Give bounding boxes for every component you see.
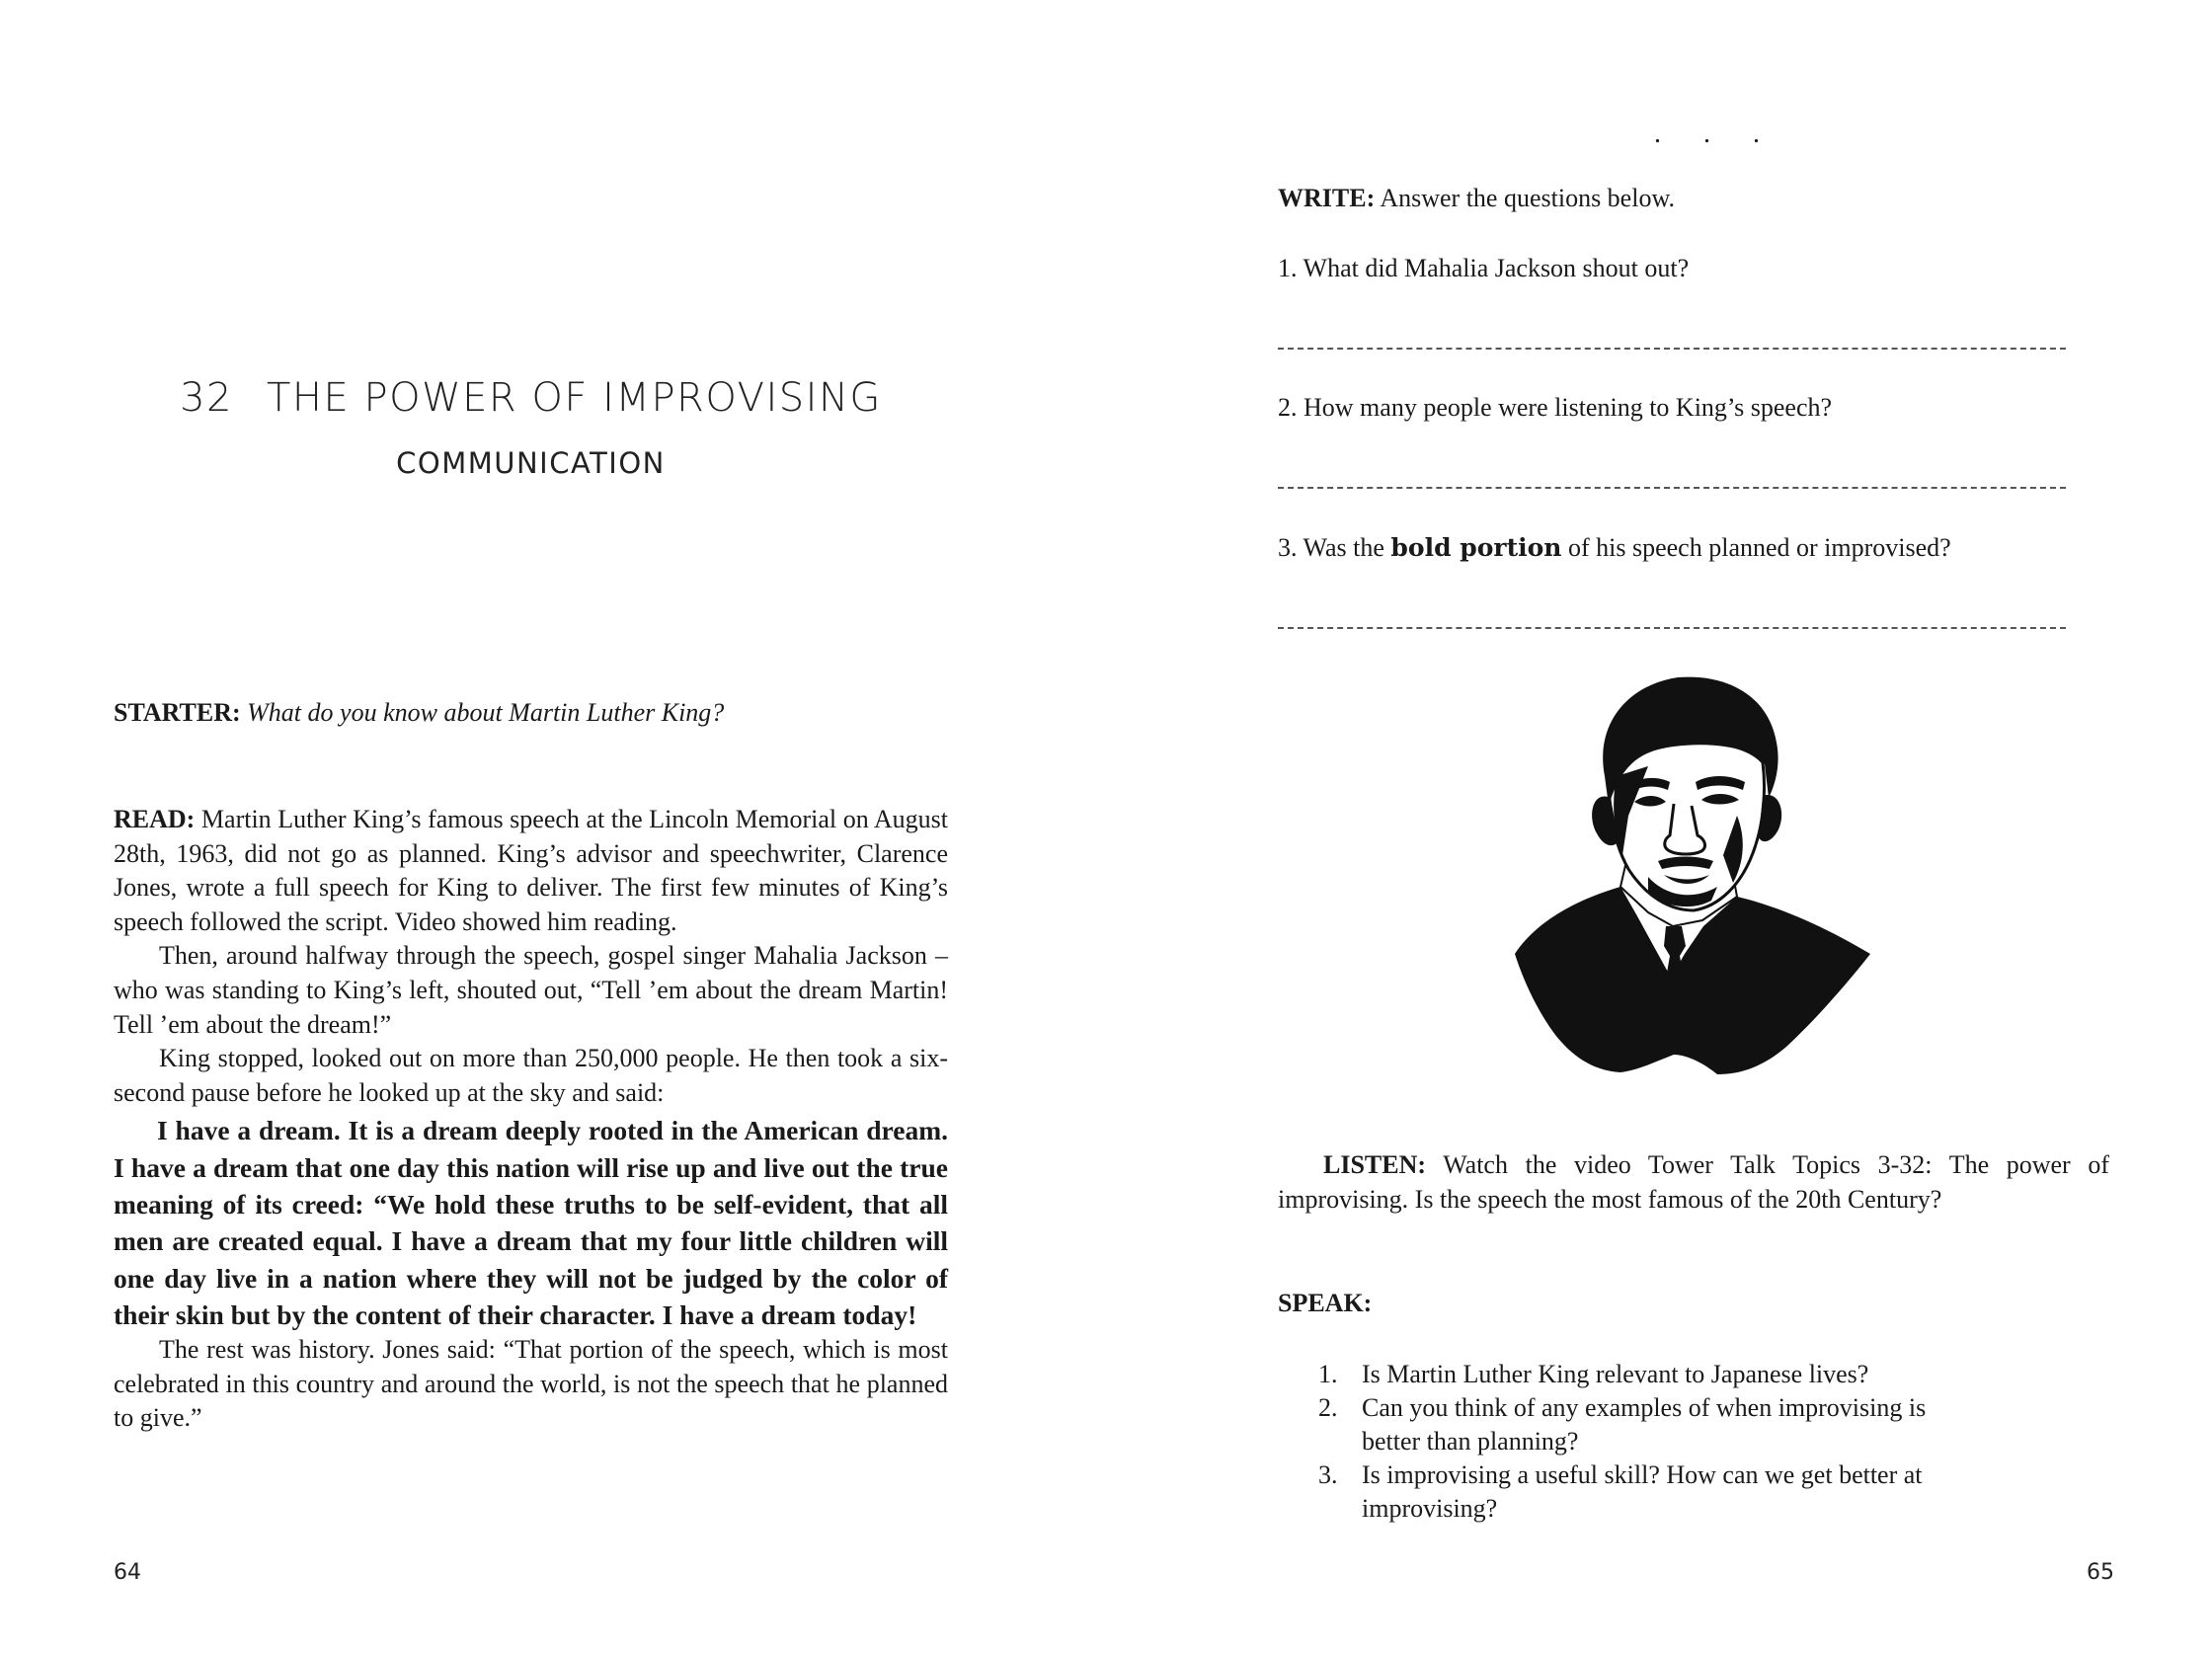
- write-instruction-text: Answer the questions below.: [1380, 184, 1676, 212]
- starter-label: STARTER:: [114, 698, 241, 727]
- write-instruction: [1278, 182, 1675, 215]
- answer-line-3[interactable]: [1278, 627, 2066, 629]
- starter-question: What do you know about Martin Luther King?: [247, 698, 725, 727]
- chapter-title: [0, 375, 1062, 421]
- question-3-start: 3. Was the: [1278, 533, 1391, 562]
- chapter-subtitle: COMMUNICATION: [396, 446, 666, 480]
- page-number-right: 65: [2087, 1560, 2114, 1585]
- read-paragraph-1-text: Martin Luther King’s famous speech at the Lincoln Memorial on August 28th, 1963, did not go as planned. King’s advisor and speechwriter, Clarence Jones, wrote a full speech for King to deliver. The first few minutes of King’s speech followed the script. Video showed him reading.: [114, 805, 948, 936]
- portrait-right-ear: [1759, 795, 1781, 841]
- answer-line-1[interactable]: [1278, 348, 2066, 350]
- page-number-left: 64: [114, 1560, 141, 1585]
- starter-section: [114, 696, 948, 731]
- listen-section: [1278, 1148, 2109, 1217]
- ellipsis: . . .: [1654, 118, 1778, 149]
- speak-item-text: Can you think of any examples of when improvising is better than planning?: [1362, 1393, 1927, 1456]
- speak-item-text: Is improvising a useful skill? How can we get better at improvising?: [1362, 1460, 1923, 1523]
- read-label: READ:: [114, 805, 196, 833]
- question-3: [1278, 531, 1951, 565]
- question-3-end: of his speech planned or improvised?: [1561, 533, 1951, 562]
- read-paragraph-4: The rest was history. Jones said: “That portion of the speech, which is most celebrated in this country and around the world, is not the speech that he planned to give.”: [114, 1335, 948, 1433]
- read-paragraph-1: [114, 803, 948, 939]
- read-paragraph-3: King stopped, looked out on more than 250,000 people. He then took a six-second pause before he looked up at the sky and said:: [114, 1044, 948, 1107]
- speak-item-1: [1318, 1358, 1950, 1391]
- question-2: 2. How many people were listening to King’s speech?: [1278, 393, 1833, 422]
- question-1: 1. What did Mahalia Jackson shout out?: [1278, 254, 1690, 282]
- listen-text: Watch the video Tower Talk Topics 3-32: The power of improvising. Is the speech the most famous of the 20th Century?: [1278, 1150, 2109, 1214]
- speak-label: SPEAK:: [1278, 1289, 1373, 1317]
- chapter-number: 32: [180, 375, 233, 421]
- speak-item-number: 3.: [1318, 1460, 1338, 1489]
- read-paragraph-2: Then, around halfway through the speech, gospel singer Mahalia Jackson – who was standing to King’s left, shouted out, “Tell ’em about the dream Martin! Tell ’em about the dream!”: [114, 941, 948, 1039]
- answer-line-2[interactable]: [1278, 487, 2066, 489]
- question-3-bold: bold portion: [1390, 533, 1562, 562]
- right-page: [1106, 0, 2212, 1653]
- speak-item-2: [1318, 1391, 1950, 1458]
- write-label: WRITE:: [1278, 184, 1376, 212]
- chapter-title-text: THE POWER OF IMPROVISING: [266, 375, 882, 421]
- portrait-illustration: [1500, 668, 1875, 1082]
- dream-speech-quote: I have a dream. It is a dream deeply rooted in the American dream. I have a dream that one day this nation will rise up and live out the true meaning of its creed: “We hold these truths to be self-evident, that all men are created equal. I have a dream that my four little children will one day live in a nation where they will not be judged by the color of their skin but by the content of their character. I have a dream today!: [114, 1115, 948, 1330]
- listen-label: LISTEN:: [1323, 1150, 1427, 1179]
- speak-item-text: Is Martin Luther King relevant to Japanese lives?: [1362, 1360, 1869, 1388]
- speak-item-number: 2.: [1318, 1393, 1338, 1422]
- speak-item-3: [1318, 1458, 1950, 1526]
- speak-item-number: 1.: [1318, 1360, 1338, 1388]
- speak-list: [1318, 1358, 1950, 1526]
- read-section: [114, 803, 948, 1436]
